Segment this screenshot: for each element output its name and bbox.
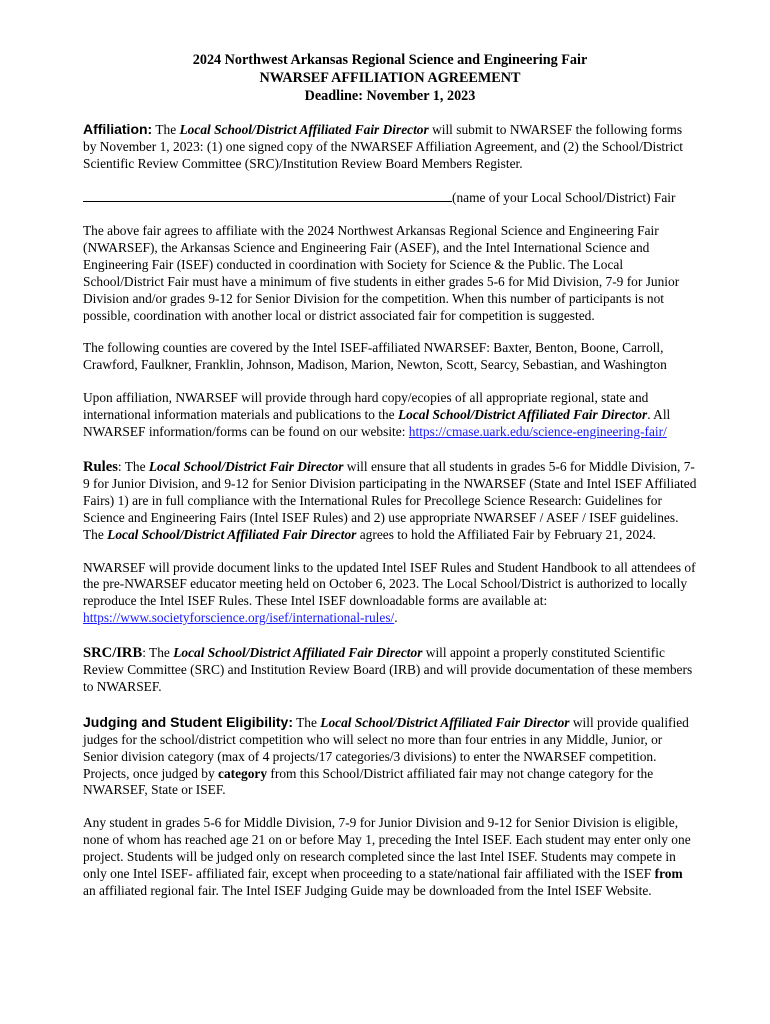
rules-paragraph — [83, 459, 697, 544]
fair-name-line — [83, 189, 697, 207]
role-local-director: Local School/District Affiliated Fair Director — [179, 122, 429, 138]
text-run: . All NWARSEF information/forms can be found on our website: — [83, 407, 671, 440]
affiliation-paragraph — [83, 121, 697, 173]
materials-paragraph — [83, 390, 697, 441]
text-run: will submit to NWARSEF the following forms by November 1, 2023: (1) one signed copy of the NWARSEF Affiliation Agreement, and (2) the School/District Scientific Review Committee (SRC)/Institution Review Board Members Register. — [83, 122, 683, 172]
text-run: . — [394, 610, 398, 626]
fair-name-blank[interactable] — [83, 189, 452, 202]
document-title — [83, 52, 697, 105]
text-run: from this School/District affiliated fair may not change category for the NWARSEF, State or ISEF. — [83, 765, 654, 798]
judging-paragraph — [83, 714, 697, 800]
text-run: The — [293, 714, 321, 730]
title-line-3: Deadline: November 1, 2023 — [304, 87, 476, 104]
rules-heading: Rules — [83, 458, 118, 475]
role-local-director: Local School/District Affiliated Fair Director — [173, 645, 423, 661]
text-run: Upon affiliation, NWARSEF will provide through hard copy/ecopies of all appropriate regional, state and international information materials and publications to the — [83, 390, 649, 423]
fair-name-label: (name of your Local School/District) Fair — [452, 190, 676, 206]
role-local-director: Local School/District Affiliated Fair Director — [107, 526, 357, 542]
role-fair-director: Local School/District Fair Director — [148, 458, 344, 474]
text-run: : The — [142, 645, 174, 661]
text-run: : The — [117, 458, 149, 474]
eligibility-paragraph — [83, 815, 697, 900]
title-line-2: NWARSEF AFFILIATION AGREEMENT — [259, 69, 521, 86]
text-run: will appoint a properly constituted Scientific Review Committee (SRC) and Institution Review Board (IRB) and will provide documentation of these members to NWARSEF. — [83, 645, 693, 694]
role-local-director: Local School/District Affiliated Fair Director — [320, 714, 570, 730]
affiliation-heading: Affiliation: — [83, 121, 153, 138]
src-irb-paragraph — [83, 645, 697, 696]
document-page — [83, 52, 697, 900]
text-run: an affiliated regional fair. The Intel ISEF Judging Guide may be downloaded from the Intel ISEF Website. — [83, 883, 652, 899]
affiliation-body-paragraph: The above fair agrees to affiliate with the 2024 Northwest Arkansas Regional Science and Engineering Fair (NWARSEF), the Arkansas Science and Engineering Fair (ASEF), and the Intel International Science and Engineering Fair (ISEF) conducted in coordination with Society for Science & the Public. The Local School/District Fair must have a minimum of five students in either grades 5-6 for Mid Division, 7-9 for Junior Division and/or grades 9-12 for Senior Division for the competition. When this number of participants is not possible, coordination with another local or district associated fair for competition is suggested. — [83, 223, 680, 323]
text-run: Any student in grades 5-6 for Middle Division, 7-9 for Junior Division and 9-12 for Senior Division is eligible, none of whom has reached age 21 on or before May 1, preceding the Intel ISEF. Each student may enter only one project. Students will be judged only on research completed since the last Intel ISEF. Students may compete in only one Intel ISEF- affiliated fair, except when proceeding to a state/national fair affiliated with the ISEF — [83, 815, 691, 882]
isef-rules-link[interactable]: https://www.societyforscience.org/isef/international-rules/ — [83, 610, 395, 626]
text-run: will ensure that all students in grades 5-6 for Middle Division, 7-9 for Junior Division, and 9-12 for Senior Division participating in the NWARSEF (State and Intel ISEF Affiliated Fairs) 1) are in full compliance with the International Rules for Precollege Science Research: Guidelines for Science and Engineering Fairs (Intel ISEF Rules) and 2) use appropriate NWARSEF / ASEF / ISEF guidelines. The — [83, 458, 697, 542]
text-run: agrees to hold the Affiliated Fair by February 21, 2024. — [356, 526, 656, 542]
text-run: will provide qualified judges for the school/district competition who will select no more than four entries in any Middle, Junior, or Senior division category (max of 4 projects/17 categories/3 divisions) to enter the NWARSEF competition. Projects, once judged by — [83, 714, 689, 781]
text-run: NWARSEF will provide document links to the updated Intel ISEF Rules and Student Handbook to all attendees of the pre-NWARSEF educator meeting held on October 6, 2023. The Local School/District is authorized to locally reproduce the Intel ISEF Rules. These Intel ISEF downloadable forms are available at: — [83, 559, 696, 609]
category-bold: category — [218, 765, 268, 781]
from-bold: from — [654, 866, 683, 882]
rules-links-paragraph — [83, 560, 697, 628]
role-local-director: Local School/District Affiliated Fair Director — [397, 407, 648, 423]
website-link[interactable]: https://cmase.uark.edu/science-engineering-fair/ — [408, 424, 667, 440]
judging-heading: Judging and Student Eligibility: — [83, 713, 293, 730]
title-line-1: 2024 Northwest Arkansas Regional Science and Engineering Fair — [192, 52, 588, 68]
src-irb-heading: SRC/IRB — [83, 645, 143, 662]
text-run: The — [152, 122, 180, 138]
counties-paragraph: The following counties are covered by the Intel ISEF-affiliated NWARSEF: Baxter, Benton, Boone, Carroll, Crawford, Faulkner, Franklin, Johnson, Madison, Marion, Newton, Scott, Searcy, Sebastian, and Washington — [83, 340, 667, 373]
